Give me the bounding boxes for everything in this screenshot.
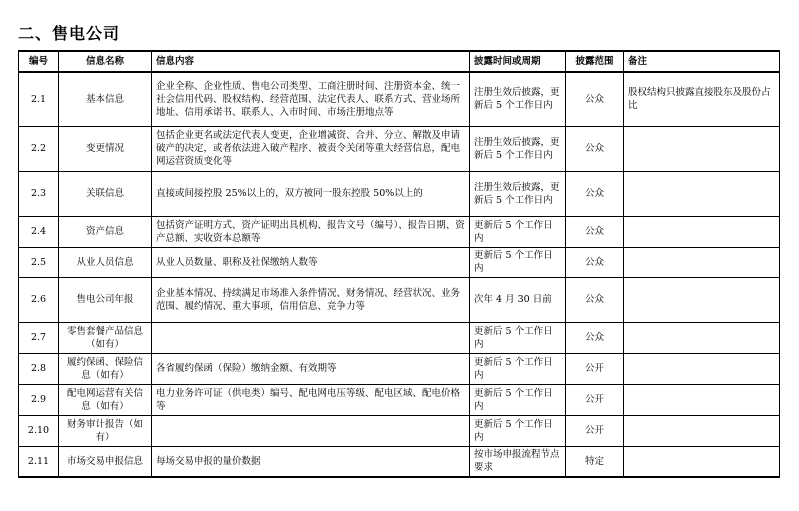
cell-content <box>152 415 470 446</box>
cell-name: 售电公司年报 <box>59 277 152 322</box>
cell-scope: 公众 <box>566 171 624 216</box>
cell-num: 2.7 <box>19 322 59 353</box>
column-header-note: 备注 <box>624 51 780 72</box>
table-header-row <box>19 51 780 72</box>
column-header-num: 编号 <box>19 51 59 72</box>
cell-time: 更新后 5 个工作日内 <box>470 415 566 446</box>
cell-num: 2.1 <box>19 72 59 126</box>
cell-scope: 公众 <box>566 322 624 353</box>
cell-scope: 公开 <box>566 415 624 446</box>
table-row <box>19 277 780 322</box>
cell-num: 2.11 <box>19 446 59 477</box>
table-row <box>19 216 780 247</box>
cell-time: 注册生效后披露，更新后 5 个工作日内 <box>470 171 566 216</box>
cell-time: 更新后 5 个工作日内 <box>470 353 566 384</box>
cell-content: 包括企业更名或法定代表人变更，企业增减资、合并、分立、解散及申请破产的决定，或者依法进入破产程序、被责令关闭等重大经营信息，配电网运营资质变化等 <box>152 126 470 171</box>
column-header-time: 披露时间或周期 <box>470 51 566 72</box>
table-row <box>19 322 780 353</box>
table-row <box>19 384 780 415</box>
cell-content: 每场交易申报的量价数据 <box>152 446 470 477</box>
cell-content: 企业全称、企业性质、售电公司类型、工商注册时间、注册资本金、统一社会信用代码、股权结构、经营范围、法定代表人、联系方式、营业场所地址、信用承诺书、联系人、入市时间、市场注册地点等 <box>152 72 470 126</box>
disclosure-table <box>18 50 780 478</box>
cell-content: 包括资产证明方式、资产证明出具机构、报告文号（编号）、报告日期、资产总额、实收资本总额等 <box>152 216 470 247</box>
cell-scope: 特定 <box>566 446 624 477</box>
cell-note <box>624 384 780 415</box>
column-header-scope: 披露范围 <box>566 51 624 72</box>
cell-time: 更新后 5 个工作日内 <box>470 322 566 353</box>
cell-name: 财务审计报告（如有） <box>59 415 152 446</box>
table-row <box>19 72 780 126</box>
table-row <box>19 126 780 171</box>
cell-scope: 公众 <box>566 247 624 277</box>
table-row <box>19 247 780 277</box>
cell-note <box>624 126 780 171</box>
cell-time: 更新后 5 个工作日内 <box>470 247 566 277</box>
cell-note <box>624 216 780 247</box>
cell-time: 更新后 5 个工作日内 <box>470 384 566 415</box>
cell-name: 基本信息 <box>59 72 152 126</box>
cell-num: 2.4 <box>19 216 59 247</box>
cell-num: 2.9 <box>19 384 59 415</box>
table-row <box>19 353 780 384</box>
cell-num: 2.3 <box>19 171 59 216</box>
cell-time: 更新后 5 个工作日内 <box>470 216 566 247</box>
cell-name: 从业人员信息 <box>59 247 152 277</box>
table-row <box>19 171 780 216</box>
section-heading: 二、售电公司 <box>18 24 121 43</box>
cell-time: 注册生效后披露，更新后 5 个工作日内 <box>470 126 566 171</box>
cell-scope: 公众 <box>566 126 624 171</box>
cell-time: 次年 4 月 30 日前 <box>470 277 566 322</box>
cell-num: 2.5 <box>19 247 59 277</box>
cell-note <box>624 322 780 353</box>
cell-content: 从业人员数量、职称及社保缴纳人数等 <box>152 247 470 277</box>
cell-content: 直接或间接控股 25%以上的，双方被同一股东控股 50%以上的 <box>152 171 470 216</box>
column-header-content: 信息内容 <box>152 51 470 72</box>
cell-name: 资产信息 <box>59 216 152 247</box>
cell-note <box>624 446 780 477</box>
cell-content: 电力业务许可证（供电类）编号、配电网电压等级、配电区域、配电价格等 <box>152 384 470 415</box>
table-row <box>19 415 780 446</box>
cell-content: 各省履约保函（保险）缴纳金额、有效期等 <box>152 353 470 384</box>
cell-scope: 公众 <box>566 72 624 126</box>
cell-content: 企业基本情况、持续满足市场准入条件情况、财务情况、经营状况、业务范围、履约情况、重大事项，信用信息、竞争力等 <box>152 277 470 322</box>
cell-note <box>624 415 780 446</box>
cell-time: 按市场申报流程节点要求 <box>470 446 566 477</box>
cell-num: 2.10 <box>19 415 59 446</box>
table-row <box>19 446 780 477</box>
cell-name: 零售套餐产品信息（如有） <box>59 322 152 353</box>
cell-note: 股权结构只披露直接股东及股份占比 <box>624 72 780 126</box>
cell-note <box>624 353 780 384</box>
cell-name: 变更情况 <box>59 126 152 171</box>
cell-name: 履约保函、保险信息（如有） <box>59 353 152 384</box>
column-header-name: 信息名称 <box>59 51 152 72</box>
cell-scope: 公众 <box>566 216 624 247</box>
cell-note <box>624 171 780 216</box>
cell-time: 注册生效后披露，更新后 5 个工作日内 <box>470 72 566 126</box>
cell-content <box>152 322 470 353</box>
cell-scope: 公开 <box>566 384 624 415</box>
cell-num: 2.8 <box>19 353 59 384</box>
cell-note <box>624 277 780 322</box>
cell-num: 2.2 <box>19 126 59 171</box>
cell-note <box>624 247 780 277</box>
cell-num: 2.6 <box>19 277 59 322</box>
cell-name: 市场交易申报信息 <box>59 446 152 477</box>
cell-scope: 公众 <box>566 277 624 322</box>
cell-scope: 公开 <box>566 353 624 384</box>
cell-name: 配电网运营有关信息（如有） <box>59 384 152 415</box>
cell-name: 关联信息 <box>59 171 152 216</box>
